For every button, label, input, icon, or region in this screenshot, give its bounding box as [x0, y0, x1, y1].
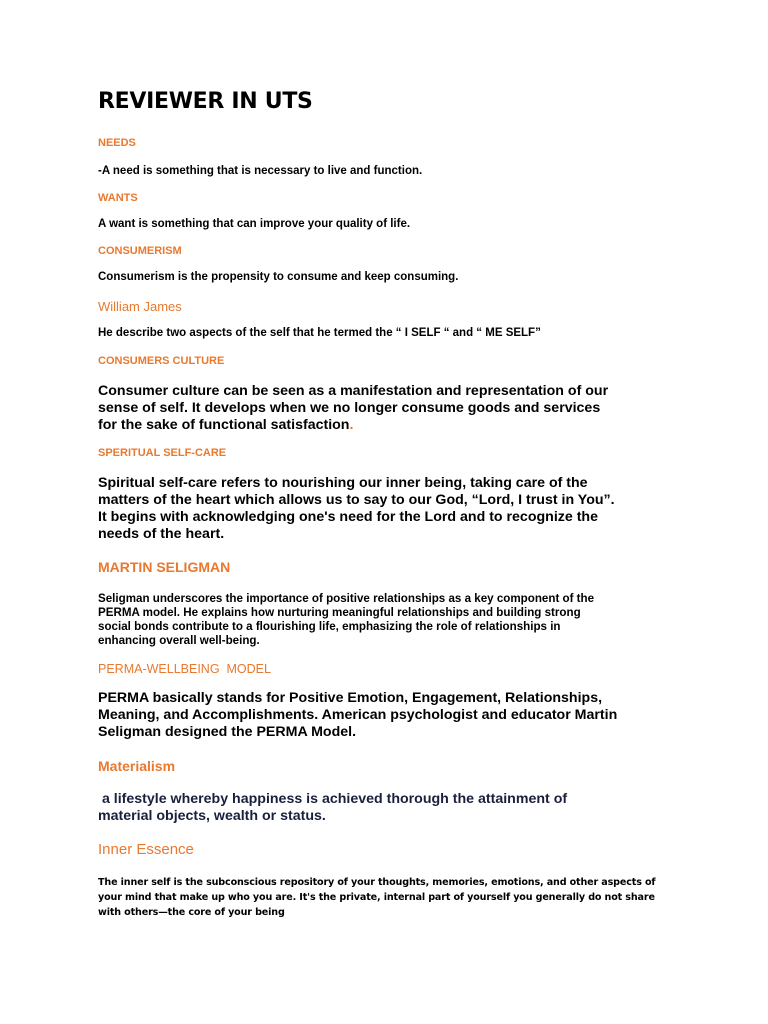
text-line: Consumer culture can be seen as a manifestation and representation of our — [98, 383, 609, 399]
heading-needs: NEEDS — [98, 137, 136, 149]
text-line — [98, 417, 678, 434]
heading-speritual-self-care: SPERITUAL SELF-CARE — [98, 447, 227, 459]
text-wants: A want is something that can improve your quality of life. — [98, 218, 411, 230]
text-line: PERMA model. He explains how nurturing meaningful relationships and building strong — [98, 606, 581, 619]
text-line: Spiritual self-care refers to nourishing our inner being, taking care of the — [98, 475, 588, 491]
heading-materialism: Materialism — [98, 758, 176, 774]
text-line-content: material objects, wealth or status — [98, 808, 322, 824]
text-line — [98, 808, 678, 825]
text-line: The inner self is the subconscious repository of your thoughts, memories, emotions, and other aspects of — [98, 877, 656, 888]
text-consumers-culture — [98, 383, 678, 434]
text-perma-model — [98, 690, 678, 741]
text-consumerism: Consumerism is the propensity to consume and keep consuming. — [98, 271, 459, 283]
trailing-period: . — [321, 808, 326, 824]
text-line: needs of the heart. — [98, 526, 225, 542]
text-inner-essence — [98, 875, 678, 920]
text-materialism — [98, 791, 678, 825]
text-line: Seligman designed the PERMA Model. — [98, 724, 357, 740]
text-line: with others—the core of your being — [98, 907, 285, 918]
text-line: social bonds contribute to a flourishing life, emphasizing the role of relationships in — [98, 620, 561, 633]
text-speritual-self-care — [98, 475, 678, 543]
page-title: REVIEWER IN UTS — [98, 89, 313, 114]
heading-william-james: William James — [98, 299, 182, 314]
heading-consumerism: CONSUMERISM — [98, 245, 182, 257]
text-line: PERMA basically stands for Positive Emotion, Engagement, Relationships, — [98, 690, 603, 706]
text-line: enhancing overall well-being. — [98, 634, 260, 647]
text-needs: -A need is something that is necessary to live and function. — [98, 165, 423, 177]
heading-martin-seligman: MARTIN SELIGMAN — [98, 559, 231, 575]
trailing-period: . — [349, 417, 354, 433]
text-line: Meaning, and Accomplishments. American psychologist and educator Martin — [98, 707, 618, 723]
text-line: matters of the heart which allows us to say to our God, “Lord, I trust in You”. — [98, 492, 615, 508]
text-line: sense of self. It develops when we no longer consume goods and services — [98, 400, 601, 416]
text-line: your mind that make up who you are. It's the private, internal part of yourself you generally do not share — [98, 892, 655, 903]
text-line: Seligman underscores the importance of positive relationships as a key component of the — [98, 592, 595, 605]
text-martin-seligman — [98, 592, 658, 648]
text-line: a lifestyle whereby happiness is achieved thorough the attainment of — [98, 791, 568, 807]
heading-consumers-culture: CONSUMERS CULTURE — [98, 355, 225, 367]
heading-perma-model: PERMA-WELLBEING MODEL — [98, 662, 271, 676]
heading-inner-essence: Inner Essence — [98, 841, 194, 858]
text-william-james: He describe two aspects of the self that he termed the “ I SELF “ and “ ME SELF” — [98, 327, 541, 339]
text-line: It begins with acknowledging one's need for the Lord and to recognize the — [98, 509, 598, 525]
heading-wants: WANTS — [98, 192, 138, 204]
text-line-content: for the sake of functional satisfaction — [98, 417, 350, 433]
